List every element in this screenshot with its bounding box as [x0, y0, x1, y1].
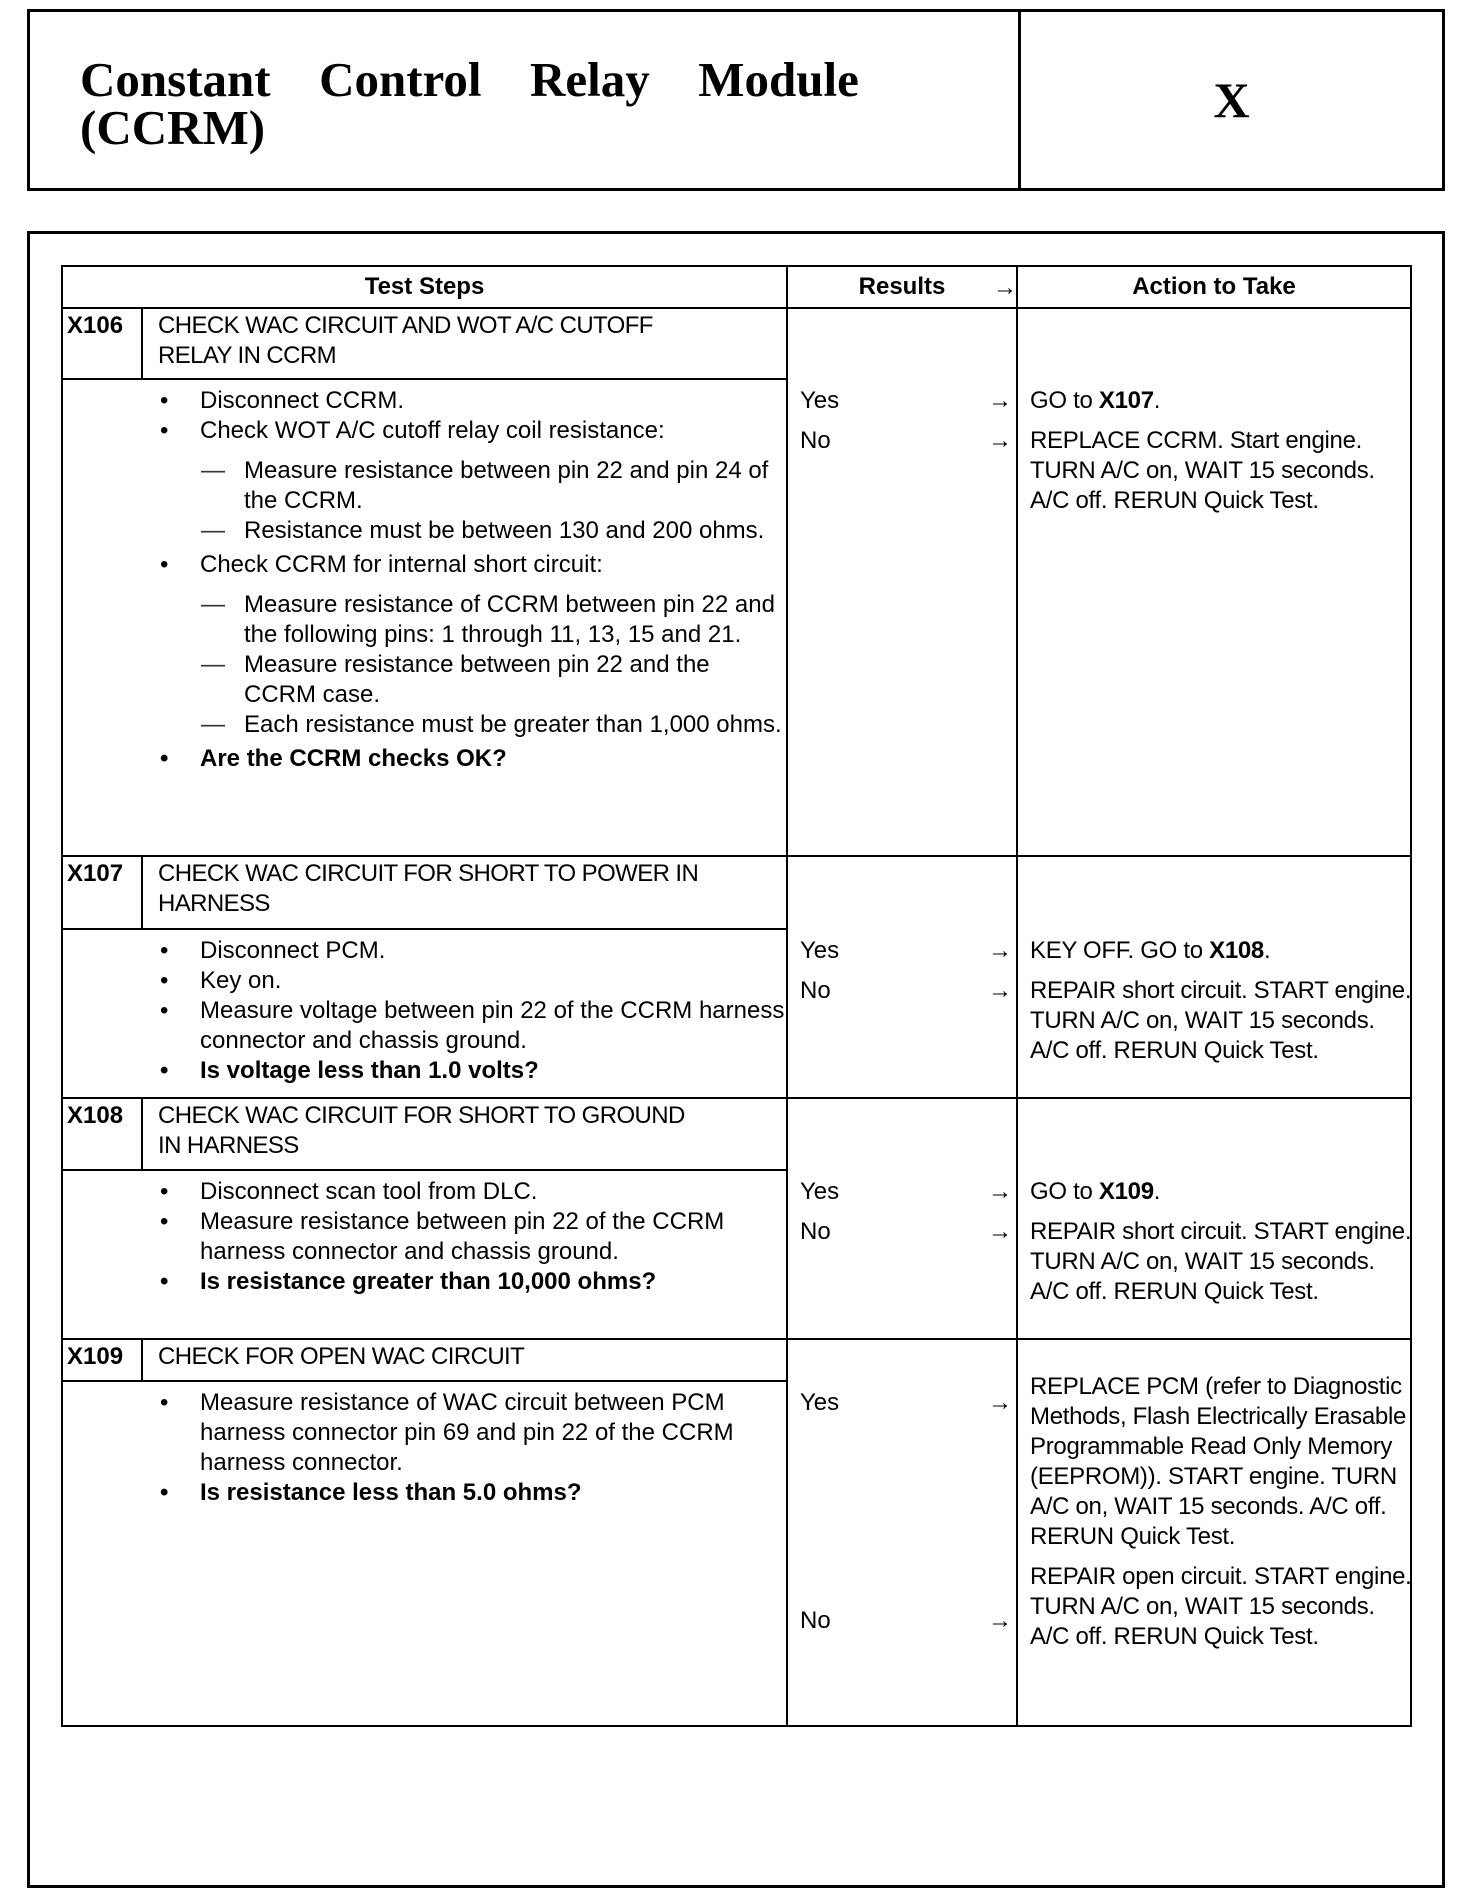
result-label: No [800, 1218, 831, 1245]
arrow-icon: → [988, 1218, 1012, 1245]
results-cell [788, 1177, 1014, 1257]
title-line-1: Constant Control Relay Module [80, 52, 859, 107]
instruction-bullet: • Are the CCRM checks OK? [63, 744, 785, 774]
instruction-bullet: • Is resistance less than 5.0 ohms? [63, 1478, 785, 1508]
instruction-dash: — Measure resistance of CCRM between pin 22 and the following pins: 1 through 11, 13, 15 and 21. [63, 590, 785, 650]
row-divider [63, 1097, 1410, 1099]
arrow-icon: → [988, 1389, 1012, 1416]
action-text: X107 [1098, 387, 1154, 414]
instruction-bullet: • Measure resistance between pin 22 of the CCRM harness connector and chassis ground. [63, 1207, 785, 1267]
instruction-dash: — Measure resistance between pin 22 and the CCRM case. [63, 650, 785, 710]
id-divider [141, 307, 143, 378]
instruction-dash: — Measure resistance between pin 22 and pin 24 of the CCRM. [63, 456, 785, 516]
result-label: Yes [800, 1389, 840, 1416]
action-cell [1018, 1177, 1415, 1317]
instruction-bullet: • Measure resistance of WAC circuit between PCM harness connector pin 69 and pin 22 of the CCRM harness connector. [63, 1388, 785, 1478]
arrow-icon: → [988, 937, 1012, 964]
action-yes [1030, 1177, 1415, 1207]
result-yes [788, 936, 1014, 966]
title-divider [63, 928, 786, 930]
action-text: REPAIR short circuit. START engine. TURN A/C on, WAIT 15 seconds. A/C off. RERUN Quick Test. [1030, 1218, 1412, 1305]
instruction-bullet: • Key on. [63, 966, 785, 996]
arrow-icon: → [988, 1178, 1012, 1205]
instruction-bullet: • Disconnect PCM. [63, 936, 785, 966]
step-title-line: CHECK WAC CIRCUIT AND WOT A/C CUTOFF [158, 312, 653, 339]
step-title-line: IN HARNESS [158, 1132, 299, 1159]
action-no [1030, 426, 1415, 516]
id-divider [141, 855, 143, 928]
result-yes [788, 1177, 1014, 1207]
arrow-icon: → [988, 977, 1012, 1004]
instruction-bullet: • Disconnect scan tool from DLC. [63, 1177, 785, 1207]
result-label: No [800, 977, 831, 1004]
title-divider [63, 1380, 786, 1382]
instruction-bullet: • Check WOT A/C cutoff relay coil resistance: [63, 416, 785, 446]
result-no [788, 1606, 1014, 1636]
action-no [1030, 1217, 1415, 1307]
header-results-label: Results [858, 273, 946, 300]
header-action: Action to Take [1018, 267, 1410, 309]
action-text: . [1153, 387, 1161, 414]
step-title [158, 859, 758, 919]
step-title [158, 311, 758, 371]
row-divider [63, 855, 1410, 857]
step-instructions [63, 1177, 785, 1297]
step-id: X109 [67, 1343, 124, 1370]
action-cell [1018, 1372, 1415, 1662]
arrow-icon: → [988, 387, 1012, 414]
result-yes [788, 1388, 1014, 1418]
instruction-bullet: • Is voltage less than 1.0 volts? [63, 1056, 785, 1086]
step-row-x108 [63, 1097, 1410, 1338]
step-instructions [63, 936, 785, 1086]
results-cell [788, 1388, 1014, 1646]
instruction-bullet: • Is resistance greater than 10,000 ohms? [63, 1267, 785, 1297]
instruction-bullet: • Measure voltage between pin 22 of the CCRM harness connector and chassis ground. [63, 996, 785, 1056]
action-text: REPLACE PCM (refer to Diagnostic Methods, Flash Electrically Erasable Programmable Read Only Memory (EEPROM)). START engine. TURN A/C on, WAIT 15 seconds. A/C off. RERUN Quick Test. [1030, 1373, 1407, 1550]
results-arrow-icon: → [993, 274, 1017, 301]
test-steps-table [61, 265, 1412, 1727]
result-label: No [800, 1607, 831, 1634]
step-title-line: CHECK WAC CIRCUIT FOR SHORT TO GROUND [158, 1102, 685, 1129]
action-yes [1030, 936, 1415, 966]
instruction-bullet: • Disconnect CCRM. [63, 386, 785, 416]
result-no [788, 426, 1014, 456]
result-label: Yes [800, 937, 840, 964]
step-id: X108 [67, 1102, 124, 1129]
result-label: No [800, 427, 831, 454]
step-row-x107 [63, 855, 1410, 1097]
step-row-x109 [63, 1338, 1410, 1727]
step-title [158, 1101, 758, 1161]
step-row-x106 [63, 307, 1410, 855]
header-test-steps: Test Steps [63, 267, 786, 309]
step-title-line: CHECK FOR OPEN WAC CIRCUIT [158, 1343, 525, 1370]
arrow-icon: → [988, 1607, 1012, 1634]
step-title-line: CHECK WAC CIRCUIT FOR SHORT TO POWER IN [158, 860, 699, 887]
action-cell [1018, 386, 1415, 526]
title-divider [63, 378, 786, 380]
header-results [786, 267, 1018, 309]
id-divider [141, 1097, 143, 1169]
action-no [1030, 1562, 1415, 1652]
result-yes [788, 386, 1014, 416]
action-text: REPAIR short circuit. START engine. TURN A/C on, WAIT 15 seconds. A/C off. RERUN Quick Test. [1030, 977, 1412, 1064]
title-divider [63, 1169, 786, 1171]
action-cell [1018, 936, 1415, 1076]
step-title-line: HARNESS [158, 890, 270, 917]
action-text: GO to [1030, 1178, 1099, 1205]
results-cell [788, 386, 1014, 466]
instruction-dash: — Resistance must be between 130 and 200 ohms. [63, 516, 785, 546]
step-title-line: RELAY IN CCRM [158, 342, 337, 369]
result-label: Yes [800, 387, 840, 414]
page-header [27, 9, 1445, 191]
action-text: KEY OFF. GO to [1030, 937, 1210, 964]
id-divider [141, 1338, 143, 1380]
page-title [80, 52, 859, 155]
action-text: GO to [1030, 387, 1099, 414]
result-label: Yes [800, 1178, 840, 1205]
results-cell [788, 936, 1014, 1016]
action-text: X108 [1209, 937, 1264, 964]
action-text: X109 [1098, 1178, 1154, 1205]
section-letter: X [1213, 72, 1250, 128]
action-text: . [1263, 937, 1271, 964]
action-text: REPLACE CCRM. Start engine. TURN A/C on, WAIT 15 seconds. A/C off. RERUN Quick Test. [1030, 427, 1375, 514]
action-text: . [1153, 1178, 1161, 1205]
row-divider [63, 1338, 1410, 1340]
result-no [788, 976, 1014, 1006]
step-title [158, 1342, 758, 1372]
title-line-2: (CCRM) [80, 100, 266, 155]
action-no [1030, 976, 1415, 1066]
action-yes [1030, 1372, 1415, 1552]
instruction-dash: — Each resistance must be greater than 1,000 ohms. [63, 710, 785, 740]
arrow-icon: → [988, 427, 1012, 454]
instruction-bullet: • Check CCRM for internal short circuit: [63, 550, 785, 580]
step-id: X107 [67, 860, 124, 887]
step-id: X106 [67, 312, 124, 339]
step-instructions [63, 1388, 785, 1508]
result-no [788, 1217, 1014, 1247]
action-text: REPAIR open circuit. START engine. TURN A/C on, WAIT 15 seconds. A/C off. RERUN Quick Test. [1030, 1563, 1412, 1650]
step-instructions [63, 386, 785, 774]
action-yes [1030, 386, 1415, 416]
